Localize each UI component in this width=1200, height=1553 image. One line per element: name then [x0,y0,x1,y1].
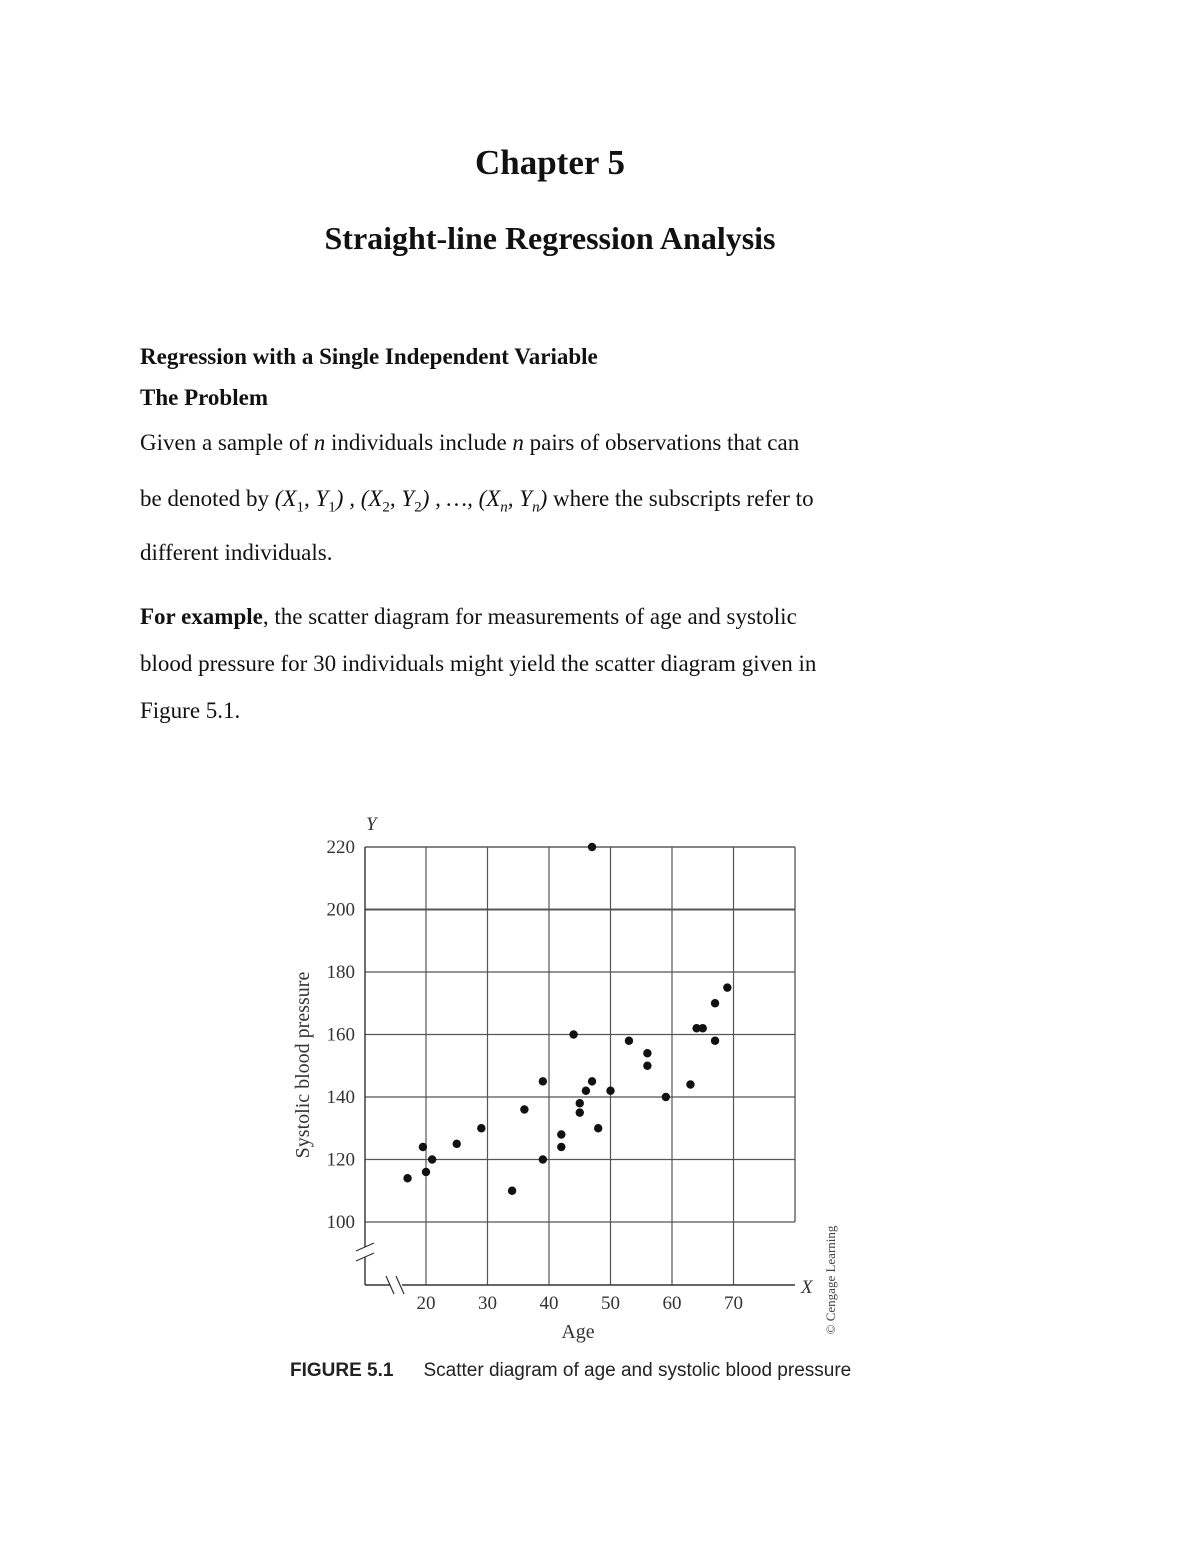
x-tick-label: 20 [416,1293,436,1314]
data-point [723,983,731,991]
data-point [569,1030,577,1038]
text-run: Figure 5.1. [140,698,241,723]
data-point [557,1130,565,1138]
x-tick-label: 40 [539,1293,559,1314]
math-n: n [313,430,326,455]
x-tick-label: 30 [478,1293,497,1314]
text-run: , the scatter diagram for measurements of age and systolic [262,604,797,629]
data-point [539,1077,547,1085]
math-run: , Y [303,486,329,511]
figure-caption [290,1360,851,1382]
data-point [686,1080,694,1088]
data-point [539,1155,547,1163]
text-run: blood pressure for 30 individuals might yield the scatter diagram given in [140,651,817,676]
text-run: pairs of observations that can [523,430,800,455]
text-run: individuals include [325,430,513,455]
chapter-title: Straight-line Regression Analysis [324,220,776,256]
data-point [582,1087,590,1095]
data-point [711,999,719,1007]
data-point [477,1124,485,1132]
x-axis-label: Age [561,1321,595,1343]
y-tick-label: 140 [326,1087,355,1108]
data-point [557,1143,565,1151]
data-point [711,1037,719,1045]
subscript: n [500,499,508,516]
math-run: (X [274,486,297,511]
data-point [662,1093,670,1101]
math-run: , Y [389,486,415,511]
text-run: be denoted by [140,486,275,511]
data-point [576,1108,584,1116]
text-run: where the subscripts refer to [547,486,814,511]
x-tick-label: 70 [724,1293,743,1314]
data-points [403,843,731,1195]
data-point [403,1174,411,1182]
paragraph-line [140,540,332,566]
data-point [419,1143,427,1151]
chapter-heading: Chapter 5 [474,143,626,182]
math-run: , Y [507,486,533,511]
scatter-plot [280,810,900,1370]
text-run: different individuals. [140,540,333,565]
paragraph-line [140,698,240,724]
subscript: 2 [414,499,422,516]
bold-run: For example [140,604,263,629]
chart-axes [356,847,795,1294]
subscript: 1 [328,499,336,516]
y-tick-label: 120 [326,1149,355,1171]
text-run: Given a sample of [140,430,314,455]
chart-grid [365,847,795,1285]
data-point [643,1062,651,1070]
section-heading-regression: Regression with a Single Independent Variable [140,344,598,369]
math-run: ) , (X [335,486,383,511]
subscript: 1 [296,499,304,516]
data-point [508,1187,516,1195]
copyright-credit: © Cengage Learning [823,1225,838,1335]
x-tick-label: 60 [662,1293,682,1314]
data-point [520,1105,528,1113]
subscript: n [532,499,540,516]
math-n: n [512,430,524,455]
paragraph-line [140,604,797,630]
data-point [428,1155,436,1163]
x-axis-letter: X [801,1277,813,1298]
y-tick-label: 220 [326,837,355,858]
subscript: 2 [382,499,390,516]
y-tick-label: 100 [326,1212,355,1233]
data-point [699,1024,707,1032]
paragraph-line [140,651,816,677]
data-point [453,1140,461,1148]
y-axis-label: Systolic blood pressure [292,971,314,1159]
y-tick-label: 180 [326,962,355,983]
data-point [606,1087,614,1095]
data-point [422,1168,430,1176]
paragraph-line [140,430,799,456]
math-pairs [274,486,548,516]
data-point [576,1099,584,1107]
data-point [594,1124,602,1132]
data-point [625,1037,633,1045]
data-point [643,1049,651,1057]
math-run: ) , …, (X [421,486,501,511]
y-axis-letter: Y [366,814,377,835]
caption-label: FIGURE 5.1 [290,1360,394,1381]
data-point [588,843,596,851]
y-tick-label: 200 [326,899,355,921]
x-tick-label: 50 [601,1293,620,1314]
paragraph-line [140,486,814,517]
data-point [588,1077,596,1085]
caption-text: Scatter diagram of age and systolic blood pressure [423,1360,852,1381]
y-tick-label: 160 [326,1024,355,1046]
figure-5-1 [280,810,900,1410]
math-run: ) [539,486,548,511]
section-heading-problem: The Problem [140,385,268,410]
